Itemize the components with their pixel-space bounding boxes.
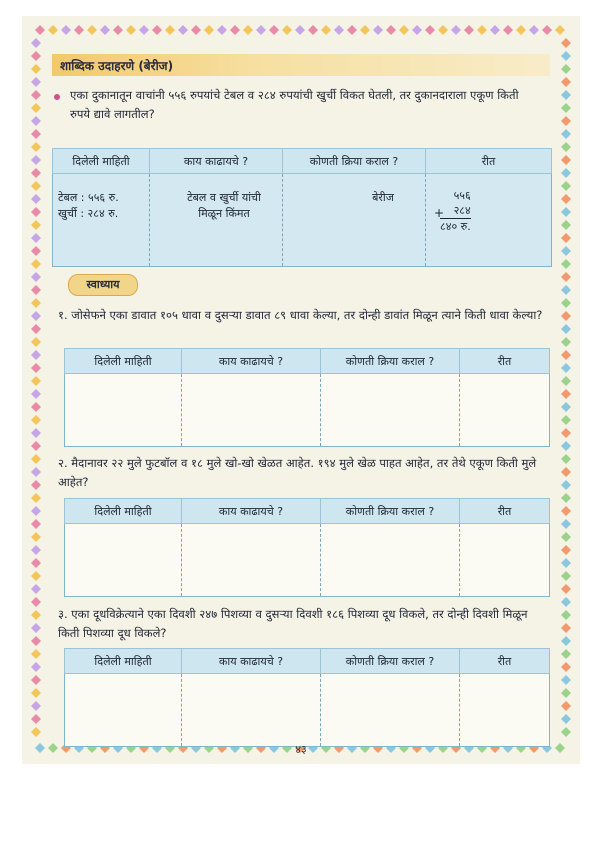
border-diamond <box>561 701 571 711</box>
col-header-method: रीत <box>460 649 550 674</box>
border-diamond <box>561 506 571 516</box>
answer-cell-find[interactable] <box>182 524 321 597</box>
border-diamond <box>561 389 571 399</box>
border-diamond <box>31 506 41 516</box>
border-diamond <box>561 272 571 282</box>
col-header-method: रीत <box>460 499 550 524</box>
border-diamond <box>126 25 136 35</box>
bullet-icon <box>54 94 60 100</box>
border-diamond <box>561 467 571 477</box>
border-diamond <box>561 64 571 74</box>
col-header-operation: कोणती क्रिया कराल ? <box>321 349 460 374</box>
exercise-tag: स्वाध्याय <box>68 274 138 296</box>
border-diamond <box>31 571 41 581</box>
addend-1: ५५६ <box>453 189 471 202</box>
given-info <box>58 190 119 222</box>
find-line-2: मिळून किंमत <box>198 207 250 220</box>
border-diamond <box>31 649 41 659</box>
border-diamond <box>31 714 41 724</box>
border-diamond <box>31 194 41 204</box>
border-diamond <box>31 727 41 737</box>
question-1: १. जोसेफने एका डावात १०५ धावा व दुसऱ्या डावात ८९ धावा केल्या, तर दोन्ही डावांत मिळून त्याने किती धावा केल्या? <box>58 308 543 322</box>
cell-operation <box>283 174 426 267</box>
border-diamond <box>464 25 474 35</box>
addend-2: २८४ <box>453 204 471 217</box>
border-diamond <box>321 25 331 35</box>
answer-cell-method[interactable] <box>460 674 550 747</box>
border-diamond <box>561 610 571 620</box>
border-diamond <box>165 25 175 35</box>
border-diamond <box>561 714 571 724</box>
border-diamond <box>529 25 539 35</box>
col-header-find: काय काढायचे ? <box>150 149 283 174</box>
border-diamond <box>31 610 41 620</box>
border-diamond <box>31 311 41 321</box>
border-diamond <box>31 142 41 152</box>
border-diamond <box>31 207 41 217</box>
border-diamond <box>31 51 41 61</box>
border-diamond <box>31 402 41 412</box>
answer-table-3 <box>64 648 550 747</box>
col-header-given: दिलेली माहिती <box>65 649 182 674</box>
border-diamond <box>561 688 571 698</box>
border-diamond <box>31 259 41 269</box>
border-diamond <box>561 194 571 204</box>
addition-working <box>440 188 471 234</box>
border-diamond <box>31 337 41 347</box>
border-diamond <box>561 441 571 451</box>
border-diamond <box>561 337 571 347</box>
answer-cell-find[interactable] <box>182 674 321 747</box>
col-header-operation: कोणती क्रिया कराल ? <box>283 149 426 174</box>
page-number: ४३ <box>295 743 307 756</box>
border-diamond <box>31 441 41 451</box>
border-diamond <box>31 389 41 399</box>
border-diamond <box>561 207 571 217</box>
border-diamond <box>561 519 571 529</box>
border-diamond <box>31 246 41 256</box>
border-diamond <box>31 129 41 139</box>
border-diamond <box>451 25 461 35</box>
answer-cell-given[interactable] <box>65 524 182 597</box>
border-diamond <box>31 597 41 607</box>
border-diamond <box>561 155 571 165</box>
border-diamond <box>31 480 41 490</box>
border-diamond <box>31 454 41 464</box>
border-diamond <box>74 25 84 35</box>
border-diamond <box>204 25 214 35</box>
border-diamond <box>561 298 571 308</box>
border-diamond <box>561 727 571 737</box>
border-diamond <box>61 25 71 35</box>
border-diamond <box>561 558 571 568</box>
col-header-find: काय काढायचे ? <box>182 499 321 524</box>
border-diamond <box>561 51 571 61</box>
border-diamond <box>31 636 41 646</box>
border-diamond <box>31 519 41 529</box>
border-diamond <box>561 129 571 139</box>
col-header-given: दिलेली माहिती <box>53 149 150 174</box>
border-diamond <box>561 415 571 425</box>
border-diamond <box>360 25 370 35</box>
sum-result: ८४० रु. <box>440 220 471 233</box>
border-diamond <box>31 220 41 230</box>
border-diamond <box>561 675 571 685</box>
border-diamond <box>412 25 422 35</box>
border-diamond <box>561 311 571 321</box>
border-diamond <box>31 272 41 282</box>
border-diamond <box>139 25 149 35</box>
border-diamond <box>477 25 487 35</box>
border-diamond <box>152 25 162 35</box>
example-table <box>52 148 552 267</box>
border-diamond <box>561 38 571 48</box>
border-diamond <box>490 25 500 35</box>
border-diamond <box>561 402 571 412</box>
border-diamond <box>31 64 41 74</box>
section-header <box>52 54 550 76</box>
answer-cell-operation[interactable] <box>321 374 460 447</box>
border-diamond <box>113 25 123 35</box>
border-diamond <box>561 571 571 581</box>
border-diamond <box>399 25 409 35</box>
border-diamond <box>561 220 571 230</box>
answer-cell-operation[interactable] <box>321 524 460 597</box>
border-diamond <box>561 285 571 295</box>
border-diamond <box>191 25 201 35</box>
answer-cell-given[interactable] <box>65 374 182 447</box>
col-header-method: रीत <box>426 149 552 174</box>
border-diamond <box>31 415 41 425</box>
question-2: २. मैदानावर २२ मुले फुटबॉल व १८ मुले खो-खो खेळत आहेत. १९४ मुले खेळ पाहत आहेत, तर तेथे एकूण किती मुले आहेत? <box>58 456 537 489</box>
border-diamond <box>386 25 396 35</box>
border-diamond <box>561 480 571 490</box>
border-diamond <box>31 376 41 386</box>
border-diamond <box>31 493 41 503</box>
border-diamond <box>561 77 571 87</box>
border-diamond <box>256 25 266 35</box>
border-diamond <box>217 25 227 35</box>
border-diamond <box>561 90 571 100</box>
border-diamond <box>31 428 41 438</box>
border-diamond <box>48 25 58 35</box>
border-diamond <box>425 25 435 35</box>
border-diamond <box>31 688 41 698</box>
border-diamond <box>542 25 552 35</box>
border-diamond <box>561 428 571 438</box>
border-diamond <box>269 25 279 35</box>
answer-cell-operation[interactable] <box>321 674 460 747</box>
border-diamond <box>31 350 41 360</box>
border-diamond <box>295 25 305 35</box>
example-question: एका दुकानातून वाचांनी ५५६ रुपयांचे टेबल व २८४ रुपयांची खुर्ची विकत घेतली, तर दुकानदाराला एकूण किती रुपये द्यावे लागतील? <box>70 88 519 121</box>
find-info <box>164 190 284 222</box>
border-diamond <box>35 25 45 35</box>
answer-cell-method[interactable] <box>460 524 550 597</box>
col-header-given: दिलेली माहिती <box>65 349 182 374</box>
border-diamond <box>561 116 571 126</box>
border-diamond <box>561 246 571 256</box>
border-diamond <box>561 662 571 672</box>
border-diamond <box>31 103 41 113</box>
border-diamond <box>561 532 571 542</box>
border-diamond <box>31 155 41 165</box>
border-diamond <box>31 545 41 555</box>
border-diamond <box>561 259 571 269</box>
border-diamond <box>31 298 41 308</box>
border-diamond <box>31 38 41 48</box>
given-line-chair: खुर्ची : २८४ रु. <box>58 207 119 220</box>
border-diamond <box>31 532 41 542</box>
border-diamond <box>31 116 41 126</box>
border-diamond <box>31 168 41 178</box>
border-diamond <box>31 675 41 685</box>
col-header-given: दिलेली माहिती <box>65 499 182 524</box>
border-diamond <box>282 25 292 35</box>
border-diamond <box>31 363 41 373</box>
border-diamond <box>561 649 571 659</box>
border-diamond <box>31 233 41 243</box>
textbook-page <box>22 16 580 764</box>
border-diamond <box>561 324 571 334</box>
answer-table-2 <box>64 498 550 597</box>
border-diamond <box>561 168 571 178</box>
border-diamond <box>561 623 571 633</box>
plus-sign: + <box>434 206 445 220</box>
answer-cell-find[interactable] <box>182 374 321 447</box>
answer-cell-given[interactable] <box>65 674 182 747</box>
border-diamond <box>561 493 571 503</box>
col-header-operation: कोणती क्रिया कराल ? <box>321 649 460 674</box>
border-diamond <box>230 25 240 35</box>
border-diamond <box>561 103 571 113</box>
border-diamond <box>561 454 571 464</box>
border-diamond <box>334 25 344 35</box>
border-diamond <box>31 467 41 477</box>
question-3: ३. एका दूधविक्रेत्याने एका दिवशी २४७ पिशव्या व दुसऱ्या दिवशी १८६ पिशव्या दूध विकले, तर दोन्ही दिवशी मिळून किती पिशव्या दूध विकले? <box>58 607 528 640</box>
operation-text: बेरीज <box>372 191 394 204</box>
border-diamond <box>31 701 41 711</box>
border-diamond <box>561 545 571 555</box>
border-diamond <box>347 25 357 35</box>
border-diamond <box>561 181 571 191</box>
col-header-find: काय काढायचे ? <box>182 349 321 374</box>
border-diamond <box>503 25 513 35</box>
col-header-operation: कोणती क्रिया कराल ? <box>321 499 460 524</box>
border-diamond <box>100 25 110 35</box>
border-diamond <box>561 597 571 607</box>
section-title: शाब्दिक उदाहरणे (बेरीज) <box>60 59 174 73</box>
border-diamond <box>31 181 41 191</box>
border-diamond <box>31 324 41 334</box>
border-diamond <box>561 376 571 386</box>
answer-cell-method[interactable] <box>460 374 550 447</box>
border-diamond <box>561 142 571 152</box>
border-diamond <box>438 25 448 35</box>
border-diamond <box>31 558 41 568</box>
border-diamond <box>561 584 571 594</box>
border-diamond <box>516 25 526 35</box>
border-diamond <box>31 662 41 672</box>
col-header-method: रीत <box>460 349 550 374</box>
border-diamond <box>561 233 571 243</box>
border-diamond <box>31 584 41 594</box>
border-diamond <box>561 350 571 360</box>
border-diamond <box>178 25 188 35</box>
border-diamond <box>31 285 41 295</box>
border-diamond <box>243 25 253 35</box>
given-line-table: टेबल : ५५६ रु. <box>58 191 119 204</box>
border-diamond <box>31 623 41 633</box>
border-diamond <box>561 636 571 646</box>
border-diamond <box>31 77 41 87</box>
find-line-1: टेबल व खुर्ची यांची <box>187 191 261 204</box>
col-header-find: काय काढायचे ? <box>182 649 321 674</box>
border-diamond <box>555 25 565 35</box>
border-diamond <box>561 363 571 373</box>
answer-table-1 <box>64 348 550 447</box>
border-diamond <box>31 90 41 100</box>
border-diamond <box>87 25 97 35</box>
border-diamond <box>308 25 318 35</box>
border-diamond <box>373 25 383 35</box>
